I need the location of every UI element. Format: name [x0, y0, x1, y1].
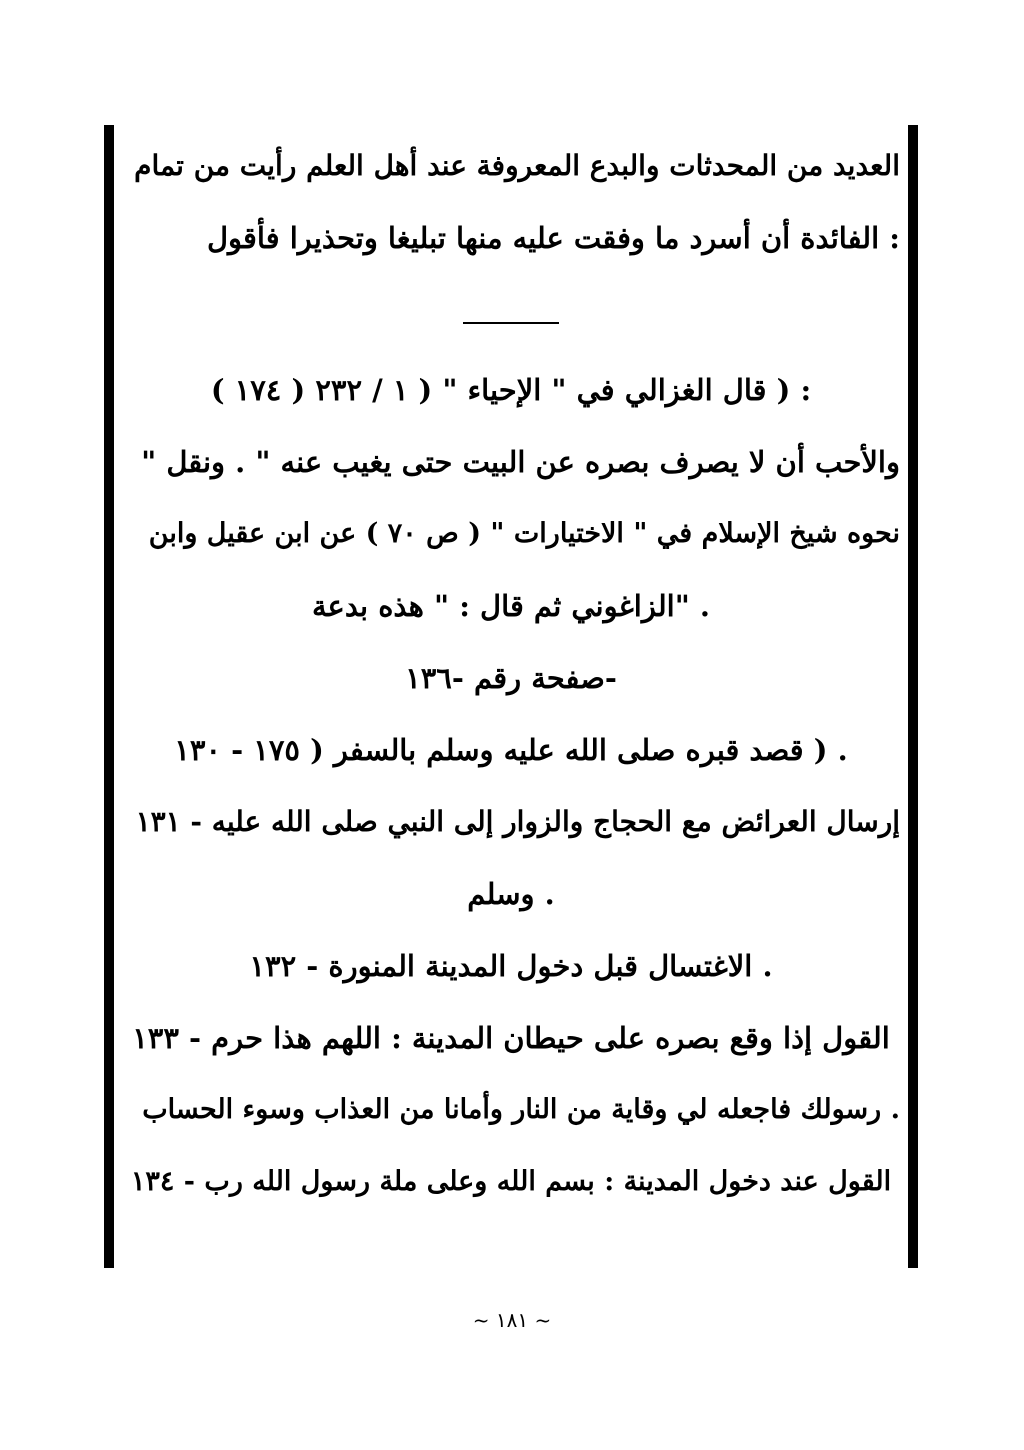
text-line: القول عند دخول المدينة : بسم الله وعلى ملة رسول الله رب - ١٣٤: [130, 1166, 892, 1197]
section-separator: [122, 274, 900, 354]
text-line: . "الزاغوني ثم قال : " هذه بدعة: [311, 589, 711, 623]
text-line: . ( قصد قبره صلى الله عليه وسلم بالسفر ( ١٧٥ - ١٣٠: [174, 733, 848, 767]
text-line: إرسال العرائض مع الحجاج والزوار إلى النبي صلى الله عليه - ١٣١: [135, 805, 900, 838]
page-number: ~ ١٨١ ~: [472, 1308, 552, 1332]
text-line: نحوه شيخ الإسلام في " الاختيارات " ( ص ٧٠ ) عن ابن عقيل وابن: [148, 518, 900, 549]
source-page-reference: -صفحة رقم -١٣٦: [405, 661, 617, 695]
body-text: [122, 130, 900, 1218]
text-line: . الاغتسال قبل دخول المدينة المنورة - ١٣٢: [249, 949, 773, 983]
text-line: العديد من المحدثات والبدع المعروفة عند أهل العلم رأيت من تمام: [134, 149, 900, 182]
text-line: : الفائدة أن أسرد ما وفقت عليه منها تبليغا وتحذيرا فأقول: [206, 221, 900, 255]
text-line: والأحب أن لا يصرف بصره عن البيت حتى يغيب عنه " . ونقل ": [141, 445, 900, 479]
text-line: . رسولك فاجعله لي وقاية من النار وأمانا من العذاب وسوء الحساب: [142, 1094, 900, 1125]
right-border-rule: [908, 125, 918, 1268]
text-line: القول إذا وقع بصره على حيطان المدينة : اللهم هذا حرم - ١٣٣: [132, 1021, 890, 1055]
left-border-rule: [104, 125, 114, 1268]
separator-line: [463, 322, 559, 324]
text-line: . وسلم: [467, 877, 555, 911]
text-line: : ( قال الغزالي في " الإحياء " ( ١ / ٢٣٢ ( ١٧٤ ): [210, 373, 812, 407]
